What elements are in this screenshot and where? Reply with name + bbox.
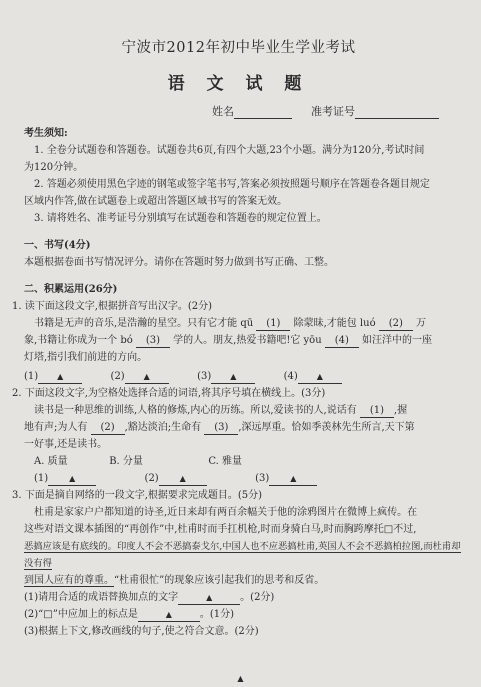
notice-section <box>12 125 465 227</box>
answer-row <box>12 368 465 385</box>
answer-label: (1) <box>24 371 39 382</box>
id-field[interactable] <box>355 107 439 119</box>
sub-question-text: 。(1分) <box>199 609 235 620</box>
option-item: A. 质量 <box>34 456 68 467</box>
passage-text: 除蒙昧,才能包 luó <box>293 318 376 329</box>
answer-row <box>12 470 465 487</box>
notice-item: 3. 请将姓名、准考证号分别填写在试题卷和答题卷的规定位置上。 <box>34 213 327 224</box>
passage-text <box>12 572 465 589</box>
triangle-marker-icon: ▲ <box>230 372 237 381</box>
section-text: 本题根据卷面书写情况评分。请你在答题时努力做到书写正确、工整。 <box>24 257 334 268</box>
answer-blank[interactable]: (3) <box>204 421 238 435</box>
answer-blank[interactable]: (1) <box>256 317 290 331</box>
exam-subtitle: 语 文 试 题 <box>167 74 310 94</box>
question-3 <box>12 487 465 640</box>
notice-item: 区域内作答,做在试题卷上或超出答题区域书写的答案无效。 <box>24 196 288 207</box>
passage-text <box>12 538 465 572</box>
id-label: 准考证号 <box>311 105 355 118</box>
underlined-sentence: 恶搞应该是有底线的。印度人不会不恶搞泰戈尔,中国人也不应恶搞杜甫,英国人不会不恶搞柏拉图,而杜甫却没有得 <box>24 541 461 569</box>
triangle-marker-icon: ▲ <box>316 372 323 381</box>
name-field[interactable] <box>234 107 292 119</box>
passage-text: ,深远厚重。恰如季羡林先生所言,天下第 <box>238 422 415 433</box>
notice-item: 为120分钟。 <box>24 162 84 173</box>
question-prompt: 2. 下面这段文字,为空格处选择合适的词语,将其序号填在横线上。(3分) <box>12 388 326 399</box>
answer-label: (3) <box>197 371 212 382</box>
answer-blank[interactable]: (1) <box>360 404 394 418</box>
sub-question: (3)根据上下文,修改画线的句子,使之符合文意。(2分) <box>24 626 259 637</box>
passage-text: ,握 <box>393 405 408 416</box>
section-title: 二、积累运用(26分) <box>24 284 118 295</box>
passage-text: 灯塔,指引我们前进的方向。 <box>24 352 148 363</box>
passage-text: 读书是一种思维的训练,人格的修炼,内心的历练。所以,爱读书的人,说话有 <box>34 405 357 416</box>
sub-question <box>12 589 465 606</box>
passage-text: 象,书籍让你成为一个 bó <box>24 335 133 346</box>
option-item: B. 分量 <box>109 456 143 467</box>
passage-text: 这些对语文课本插图的“再创作”中,杜甫时而手扛机枪,时而身骑白马,时而胸跨摩托□不过, <box>24 524 417 535</box>
triangle-marker-icon: ▲ <box>237 674 244 683</box>
candidate-info-row <box>12 103 465 119</box>
name-label: 姓名 <box>212 105 234 118</box>
question-2 <box>12 385 465 487</box>
answer-label: (4) <box>283 371 298 382</box>
notice-item: 2. 答题必须使用黑色字迹的钢笔或签字笔书写,答案必须按照题号顺序在答题卷各题目规定 <box>34 179 430 190</box>
triangle-marker-icon: ▲ <box>69 474 76 483</box>
answer-blank[interactable]: (2) <box>91 421 125 435</box>
answer-label: (1) <box>34 473 49 484</box>
exam-title: 宁波市2012年初中毕业生学业考试 <box>121 40 356 56</box>
passage-text: 杜甫是家家户户都知道的诗圣,近日来却有两百余幅关于他的涂鸦图片在微博上疯传。在 <box>34 507 418 518</box>
answer-blank[interactable]: (4) <box>325 334 359 348</box>
question-prompt: 1. 读下面这段文字,根据拼音写出汉字。(2分) <box>12 301 213 312</box>
passage-text: 万 <box>415 318 426 329</box>
sub-question-text: (1)请用合适的成语替换加点的文字 <box>24 592 179 603</box>
triangle-marker-icon: ▲ <box>290 474 297 483</box>
passage-text: “杜甫很忙”的现象应该引起我们的思考和反省。 <box>114 575 325 586</box>
notice-title: 考生须知: <box>24 128 68 139</box>
triangle-marker-icon: ▲ <box>57 372 64 381</box>
answer-blank[interactable]: (3) <box>136 334 170 348</box>
options-row <box>12 453 465 470</box>
section-title: 一、书写(4分) <box>24 240 91 251</box>
option-item: C. 雅量 <box>208 456 243 467</box>
passage-text: ,豁达淡泊;生命有 <box>124 422 202 433</box>
triangle-marker-icon: ▲ <box>206 593 213 602</box>
question-prompt: 3. 下面是摘自网络的一段文字,根据要求完成题目。(5分) <box>12 490 263 501</box>
exam-header <box>12 0 465 94</box>
answer-label: (2) <box>144 473 159 484</box>
passage-text: 书籍是无声的音乐,是浩瀚的星空。只有它才能 qū <box>34 318 254 329</box>
sub-question-text: 。(2分) <box>240 592 275 603</box>
passage-text: 地有声;为人有 <box>24 422 88 433</box>
passage-text: 如汪洋中的一座 <box>362 335 433 346</box>
triangle-marker-icon: ▲ <box>143 372 150 381</box>
answer-label: (2) <box>110 371 125 382</box>
sub-question-text: (2)“□”中应加上的标点是 <box>24 609 138 620</box>
notice-item: 1. 全卷分试题卷和答题卷。试题卷共6页,有四个大题,23个小题。满分为120分,考试时间 <box>34 145 425 156</box>
answer-blank[interactable]: (2) <box>379 317 413 331</box>
passage-text: 学的人。朋友,热爱书籍吧!它 yōu <box>173 335 322 346</box>
sub-question <box>12 606 465 623</box>
triangle-marker-icon: ▲ <box>165 610 172 619</box>
question-1 <box>12 298 465 385</box>
section-writing <box>12 237 465 271</box>
answer-label: (3) <box>255 473 270 484</box>
section-accumulation <box>12 281 465 640</box>
footer-marker <box>0 674 481 683</box>
passage-text: 一好事,还是读书。 <box>24 439 108 450</box>
underlined-sentence: 到国人应有的尊重。 <box>24 575 114 586</box>
triangle-marker-icon: ▲ <box>179 474 186 483</box>
